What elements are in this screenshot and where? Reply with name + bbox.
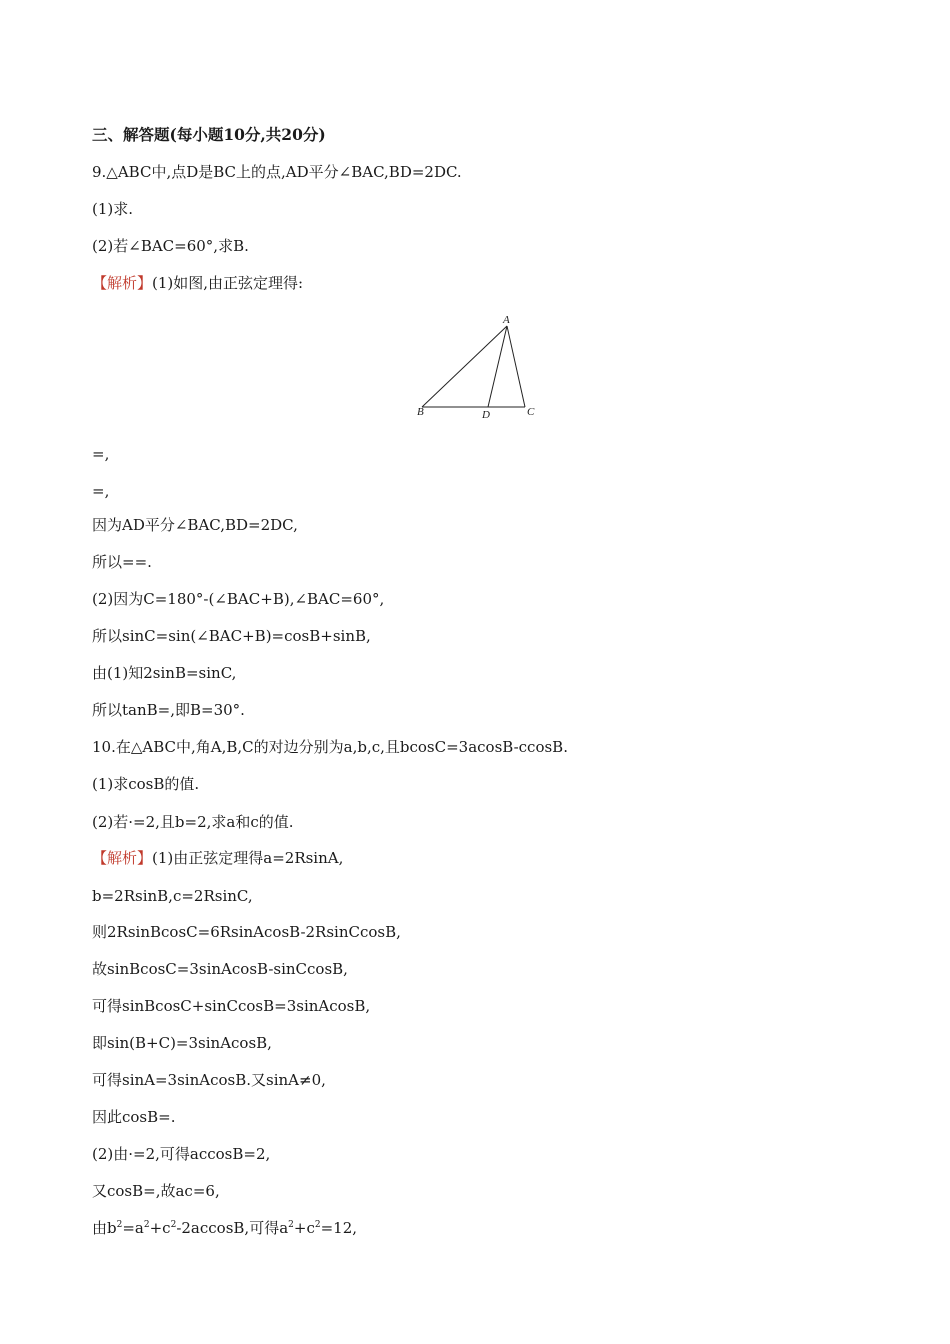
analysis-tag: 【解析】 (92, 274, 153, 292)
superscript: 2 (314, 1220, 321, 1230)
a10-line7: 因此cosB=. (92, 1108, 176, 1126)
triangle-figure (412, 312, 542, 424)
a10-line1: b=2RsinB,c=2RsinC, (92, 887, 253, 905)
a10-intro-line (92, 848, 343, 868)
a10-line4: 可得sinBcosC+sinCcosB=3sinAcosB, (92, 997, 371, 1015)
a9-line1: =, (92, 445, 110, 463)
a9-line8: 所以tanB=,即B=30°. (92, 701, 245, 719)
a10-line2: 则2RsinBcosC=6RsinAcosB-2RsinCcosB, (92, 923, 401, 941)
superscript: 2 (116, 1220, 123, 1230)
label-d: D (482, 409, 490, 421)
a9-line3: 因为AD平分∠BAC,BD=2DC, (92, 516, 298, 534)
q10-stem: 10.在△ABC中,角A,B,C的对边分别为a,b,c,且bcosC=3acosB-ccosB. (92, 738, 568, 756)
a10-line10 (92, 1218, 357, 1238)
a9-intro: (1)如图,由正弦定理得: (152, 274, 304, 292)
superscript: 2 (170, 1220, 177, 1230)
segment-ad (488, 326, 507, 407)
q9-part2: (2)若∠BAC=60°,求B. (92, 237, 249, 255)
a10-line5: 即sin(B+C)=3sinAcosB, (92, 1034, 272, 1052)
analysis-tag: 【解析】 (92, 849, 153, 867)
a10-intro: (1)由正弦定理得a=2RsinA, (152, 849, 344, 867)
text-run: =a (122, 1219, 144, 1237)
label-c: C (527, 406, 535, 418)
q10-part2: (2)若·=2,且b=2,求a和c的值. (92, 813, 294, 831)
a10-line3: 故sinBcosC=3sinAcosB-sinCcosB, (92, 960, 348, 978)
text-run: +c (149, 1219, 171, 1237)
superscript: 2 (143, 1220, 150, 1230)
text-run: +c (293, 1219, 315, 1237)
q9-stem: 9.△ABC中,点D是BC上的点,AD平分∠BAC,BD=2DC. (92, 163, 462, 181)
a9-intro-line (92, 273, 303, 293)
a9-line2: =, (92, 482, 110, 500)
a10-line6: 可得sinA=3sinAcosB.又sinA≠0, (92, 1071, 326, 1089)
label-b: B (417, 406, 424, 418)
side-ac (507, 326, 525, 407)
q10-part1: (1)求cosB的值. (92, 775, 200, 793)
a9-line7: 由(1)知2sinB=sinC, (92, 664, 237, 682)
label-a: A (503, 314, 510, 326)
text-run: -2accosB,可得a (176, 1219, 289, 1237)
a9-line6: 所以sinC=sin(∠BAC+B)=cosB+sinB, (92, 627, 371, 645)
superscript: 2 (288, 1220, 294, 1230)
a9-line4: 所以==. (92, 553, 152, 571)
text-run: =12, (320, 1219, 358, 1237)
q9-part1: (1)求. (92, 200, 134, 218)
a10-line8: (2)由·=2,可得accosB=2, (92, 1145, 271, 1163)
a9-line5: (2)因为C=180°-(∠BAC+B),∠BAC=60°, (92, 590, 385, 608)
section-heading: 三、解答题(每小题10分,共20分) (92, 125, 326, 144)
text-run: 由b (92, 1219, 117, 1237)
side-ab (422, 326, 507, 407)
a10-line9: 又cosB=,故ac=6, (92, 1182, 220, 1200)
